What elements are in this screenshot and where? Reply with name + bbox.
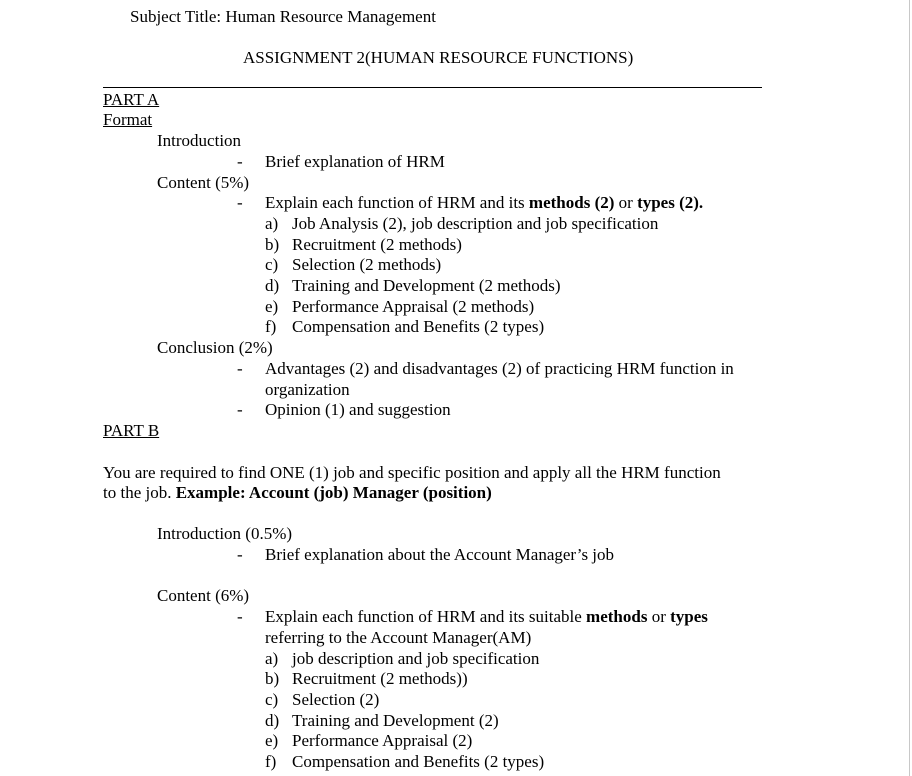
- bold-text: types (2).: [637, 193, 704, 212]
- part-a-heading: PART A: [103, 90, 160, 109]
- text-run: Explain each function of HRM and its suitable: [265, 607, 587, 626]
- list-item: Recruitment (2 methods)): [292, 669, 468, 688]
- text-run: Explain each function of HRM and its: [265, 193, 529, 212]
- horizontal-rule: [103, 87, 762, 88]
- text-run: or: [614, 193, 638, 212]
- part-b-intro-bullet: Brief explanation about the Account Manager’s job: [265, 545, 615, 564]
- bullet-dash: -: [237, 400, 243, 419]
- part-b-intro-heading: Introduction (0.5%): [157, 524, 293, 543]
- part-b-instruction-line2: [103, 483, 492, 503]
- bold-text: methods (2): [528, 193, 615, 212]
- list-item: Selection (2): [292, 690, 380, 709]
- bullet-dash: -: [237, 607, 243, 626]
- bold-text: types: [670, 607, 708, 626]
- part-b-content-heading: Content (6%): [157, 586, 250, 605]
- bullet-dash: -: [237, 359, 243, 378]
- conclusion-bullet-line1: Advantages (2) and disadvantages (2) of practicing HRM function in: [265, 359, 734, 378]
- list-item-marker: b): [265, 669, 280, 688]
- part-b-instruction-line1: You are required to find ONE (1) job and specific position and apply all the HRM function: [103, 463, 721, 482]
- list-item: job description and job specification: [292, 649, 540, 668]
- part-b-content-bullet: [265, 607, 708, 627]
- list-item: Selection (2 methods): [292, 255, 442, 274]
- conclusion-bullet-line2: organization: [265, 380, 350, 399]
- list-item-marker: e): [265, 297, 279, 316]
- list-item: Training and Development (2 methods): [292, 276, 561, 295]
- bullet-dash: -: [237, 152, 243, 171]
- bullet-dash: -: [237, 545, 243, 564]
- part-b-heading: PART B: [103, 421, 160, 440]
- list-item-marker: a): [265, 649, 279, 668]
- part-a-intro-heading: Introduction: [157, 131, 242, 150]
- conclusion-bullet-2: Opinion (1) and suggestion: [265, 400, 451, 419]
- part-a-content-heading: Content (5%): [157, 173, 250, 192]
- list-item-marker: a): [265, 214, 279, 233]
- text-run: to the job.: [103, 483, 176, 502]
- list-item-marker: f): [265, 752, 277, 771]
- part-a-intro-bullet: Brief explanation of HRM: [265, 152, 445, 171]
- part-a-content-bullet: [265, 193, 703, 213]
- list-item: Performance Appraisal (2 methods): [292, 297, 535, 316]
- bold-text: methods: [586, 607, 648, 626]
- list-item-marker: c): [265, 255, 279, 274]
- list-item-marker: d): [265, 711, 280, 730]
- list-item: Job Analysis (2), job description and job specification: [292, 214, 659, 233]
- list-item-marker: e): [265, 731, 279, 750]
- page-edge: [909, 0, 910, 776]
- list-item-marker: f): [265, 317, 277, 336]
- bullet-dash: -: [237, 193, 243, 212]
- part-a-conclusion-heading: Conclusion (2%): [157, 338, 273, 357]
- bold-text: Example: Account (job) Manager (position): [175, 483, 492, 502]
- part-b-content-bullet-line2: referring to the Account Manager(AM): [265, 628, 532, 647]
- subject-title: Subject Title: Human Resource Management: [130, 7, 436, 26]
- text-run: or: [647, 607, 671, 626]
- list-item: Training and Development (2): [292, 711, 499, 730]
- format-label: Format: [103, 110, 153, 129]
- list-item-marker: c): [265, 690, 279, 709]
- list-item-marker: d): [265, 276, 280, 295]
- list-item: Performance Appraisal (2): [292, 731, 473, 750]
- list-item-marker: b): [265, 235, 280, 254]
- list-item: Compensation and Benefits (2 types): [292, 317, 545, 336]
- list-item: Compensation and Benefits (2 types): [292, 752, 545, 771]
- assignment-title: ASSIGNMENT 2(HUMAN RESOURCE FUNCTIONS): [243, 48, 634, 67]
- list-item: Recruitment (2 methods): [292, 235, 462, 254]
